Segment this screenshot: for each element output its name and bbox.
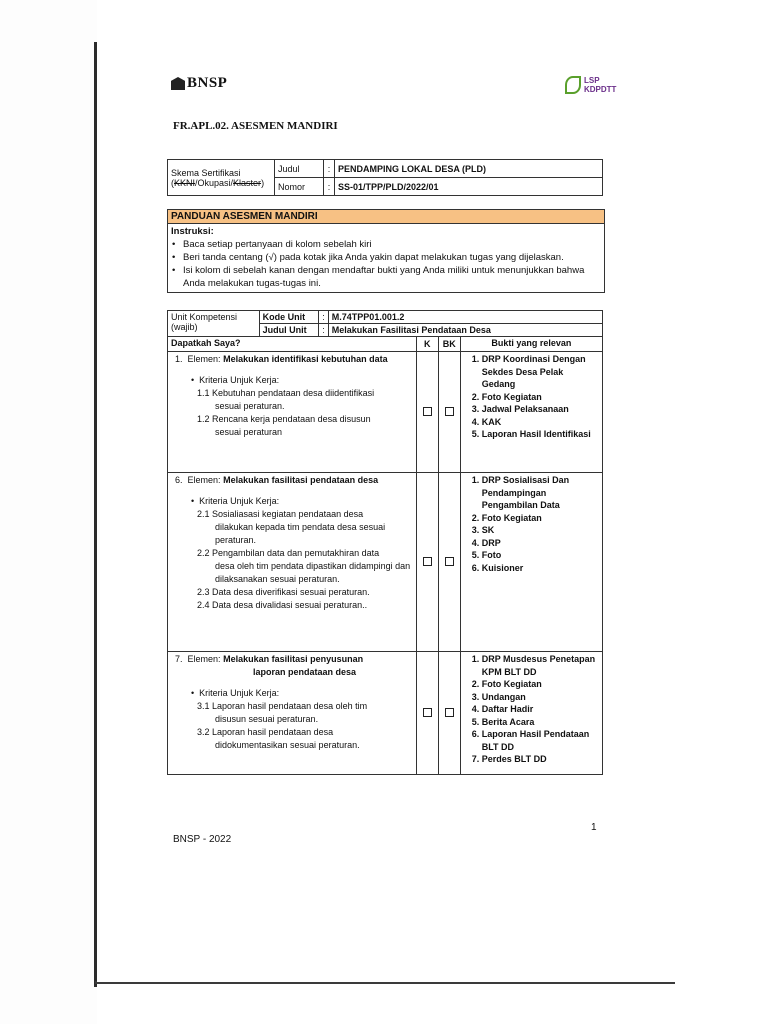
nomor-label: Nomor	[275, 178, 324, 196]
instruction-item: • Isi kolom di sebelah kanan dengan mendaftar bukti yang Anda miliki untuk menunjukkan bahwa Anda melakukan tugas-tugas ini.	[183, 264, 601, 290]
scheme-number-value: SS-01/TPP/PLD/2022/01	[335, 178, 603, 196]
instruction-list	[171, 238, 601, 290]
evidence-item: 2. Foto Kegiatan	[482, 678, 599, 691]
instruction-item: • Baca setiap pertanyaan di kolom sebelah kiri	[183, 238, 601, 251]
evidence-item: 5. Berita Acara	[482, 716, 599, 729]
leaf-icon	[565, 76, 581, 94]
element-title: Melakukan fasilitasi penyusunan	[223, 654, 364, 664]
evidence-item: 4. DRP	[482, 537, 599, 550]
evidence-item: 5. Foto	[482, 549, 599, 562]
evidence-list	[464, 653, 599, 766]
evidence-item: 2. Foto Kegiatan	[482, 391, 599, 404]
k-checkbox[interactable]	[423, 557, 432, 566]
lsp-line1: LSP	[584, 76, 600, 85]
page-number: 1	[591, 822, 597, 833]
evidence-item: 6. Kuisioner	[482, 562, 599, 575]
lsp-logo	[565, 76, 616, 94]
k-checkbox[interactable]	[423, 708, 432, 717]
footer-text: BNSP - 2022	[173, 834, 232, 845]
evidence-item: 4. KAK	[482, 416, 599, 429]
col-evidence: Bukti yang relevan	[460, 337, 602, 352]
scheme-label: Skema Sertifikasi (KKNI/Okupasi/Klaster)	[168, 160, 275, 196]
judul-unit-value: Melakukan Fasilitasi Pendataan Desa	[328, 324, 602, 337]
element-row: 6. Elemen: Melakukan fasilitasi pendataan desa • Kriteria Unjuk Kerja: 2.1 Sosialiasasi kegiatan pendataan desa dilakukan kepada tim pendata desa sesuai peraturan. 2.2 Pengambilan data dan pemutakhiran data desa oleh tim pendata dipastikan didampingi dan dilaksanakan sesuai peraturan. 2.3 Data desa diverifikasi sesuai peraturan. 2.4 Data desa divalidasi sesuai peraturan.. 1. DRP Sosialisasi Dan Pendampingan Pengambilan Data 2. Foto Kegiatan 3. SK 4. DRP 5. Foto 6. Kuisioner	[168, 473, 603, 652]
evidence-item: 3. SK	[482, 524, 599, 537]
col-k: K	[416, 337, 438, 352]
evidence-item: 4. Daftar Hadir	[482, 703, 599, 716]
evidence-item: 7. Perdes BLT DD	[482, 753, 599, 766]
guide-box	[167, 209, 605, 293]
bnsp-logo-text: BNSP	[187, 75, 228, 91]
kode-unit-value: M.74TPP01.001.2	[328, 311, 602, 324]
bnsp-emblem-icon	[171, 77, 185, 90]
element-title-cont: laporan pendataan desa	[253, 667, 357, 677]
bnsp-logo	[171, 75, 227, 92]
unit-label: Unit Kompetensi (wajib)	[168, 311, 260, 337]
criteria-label: Kriteria Unjuk Kerja:	[199, 496, 280, 506]
scheme-table: Skema Sertifikasi (KKNI/Okupasi/Klaster) Judul : PENDAMPING LOKAL DESA (PLD) Nomor : SS-01/TPP/PLD/2022/01	[167, 159, 603, 196]
evidence-item: 1. DRP Musdesus Penetapan KPM BLT DD	[482, 653, 599, 678]
evidence-list	[464, 474, 599, 574]
element-title: Melakukan fasilitasi pendataan desa	[223, 475, 379, 485]
col-bk: BK	[438, 337, 460, 352]
evidence-item: 1. DRP Sosialisasi Dan Pendampingan Pengambilan Data	[482, 474, 599, 512]
scan-margin	[0, 0, 97, 1024]
guide-heading: PANDUAN ASESMEN MANDIRI	[168, 210, 604, 224]
evidence-item: 3. Jadwal Pelaksanaan	[482, 403, 599, 416]
document-title: FR.APL.02. ASESMEN MANDIRI	[173, 120, 338, 132]
evidence-item: 6. Laporan Hasil Pendataan BLT DD	[482, 728, 599, 753]
scheme-title-value: PENDAMPING LOKAL DESA (PLD)	[335, 160, 603, 178]
element-row: 7. Elemen: Melakukan fasilitasi penyusunan laporan pendataan desa • Kriteria Unjuk Kerja: 3.1 Laporan hasil pendataan desa oleh tim disusun sesuai peraturan. 3.2 Laporan hasil pendataan desa didokumentasikan sesuai peraturan. 1. DRP Musdesus Penetapan KPM BLT DD 2. Foto Kegiatan 3. Undangan 4. Daftar Hadir 5. Berita Acara 6. Laporan Hasil Pendataan BLT DD 7. Perdes BLT DD	[168, 652, 603, 775]
element-title: Melakukan identifikasi kebutuhan data	[223, 354, 388, 364]
competency-table: Unit Kompetensi (wajib) Kode Unit : M.74TPP01.001.2 Judul Unit : Melakukan Fasilitasi Pendataan Desa Dapatkah Saya? K BK Bukti yang relevan 1. Elemen: Melakukan identifikasi kebutuhan data • Kriteria Unjuk Kerja: 1.1 Kebutuhan pendataan desa diidentifikasi sesuai peraturan. 1.2 Rencana kerja pendataan desa disusun sesuai peraturan 1. DRP Koordinasi Dengan Sekdes Desa Pelak Gedang 2. Foto Kegiatan 3. Jadwal Pelaksanaan 4. KAK 5. Laporan Hasil Identifikasi 6. Elemen: Melakukan fasilitasi pendataan desa • Kriteria Unjuk Kerja: 2.1 Sosialiasasi kegiatan pendataan desa dilakukan kepada tim pendata desa sesuai peraturan. 2.2 Pengambilan data dan pemutakhiran data desa oleh tim pendata dipastikan didampingi dan dilaksanakan sesuai peraturan. 2.3 Data desa diverifikasi sesuai peraturan. 2.4 Data desa divalidasi sesuai peraturan.. 1. DRP Sosialisasi Dan Pendampingan Pengambilan Data 2. Foto Kegiatan 3. SK 4. DRP 5. Foto 6. Kuisioner 7. Elemen: Melakukan fasilitasi penyusunan laporan pendataan desa • Kriteria Unjuk Kerja: 3.1 Laporan hasil pendataan desa oleh tim disusun sesuai peraturan. 3.2 Laporan hasil pendataan desa didokumentasikan sesuai peraturan. 1. DRP Musdesus Penetapan KPM BLT DD 2. Foto Kegiatan 3. Undangan 4. Daftar Hadir 5. Berita Acara 6. Laporan Hasil Pendataan BLT DD 7. Perdes BLT DD	[167, 310, 603, 775]
document-page	[97, 42, 675, 982]
bk-checkbox[interactable]	[445, 708, 454, 717]
evidence-list	[464, 353, 599, 441]
criteria-label: Kriteria Unjuk Kerja:	[199, 688, 280, 698]
evidence-item: 3. Undangan	[482, 691, 599, 704]
k-checkbox[interactable]	[423, 407, 432, 416]
judul-label: Judul	[275, 160, 324, 178]
bk-checkbox[interactable]	[445, 557, 454, 566]
evidence-item: 1. DRP Koordinasi Dengan Sekdes Desa Pelak Gedang	[482, 353, 599, 391]
judul-unit-label: Judul Unit	[259, 324, 319, 337]
instruction-label: Instruksi:	[171, 226, 214, 237]
criteria-label: Kriteria Unjuk Kerja:	[199, 375, 280, 385]
evidence-item: 2. Foto Kegiatan	[482, 512, 599, 525]
lsp-line2: KDPDTT	[584, 85, 617, 94]
bk-checkbox[interactable]	[445, 407, 454, 416]
col-question: Dapatkah Saya?	[168, 337, 417, 352]
kode-unit-label: Kode Unit	[259, 311, 319, 324]
kkni-struck: KKNI	[174, 177, 196, 188]
instruction-item: • Beri tanda centang (√) pada kotak jika Anda yakin dapat melakukan tugas yang dijelaskan.	[183, 251, 601, 264]
klaster-struck: Klaster	[233, 177, 262, 188]
element-row: 1. Elemen: Melakukan identifikasi kebutuhan data • Kriteria Unjuk Kerja: 1.1 Kebutuhan pendataan desa diidentifikasi sesuai peraturan. 1.2 Rencana kerja pendataan desa disusun sesuai peraturan 1. DRP Koordinasi Dengan Sekdes Desa Pelak Gedang 2. Foto Kegiatan 3. Jadwal Pelaksanaan 4. KAK 5. Laporan Hasil Identifikasi	[168, 352, 603, 473]
evidence-item: 5. Laporan Hasil Identifikasi	[482, 428, 599, 441]
